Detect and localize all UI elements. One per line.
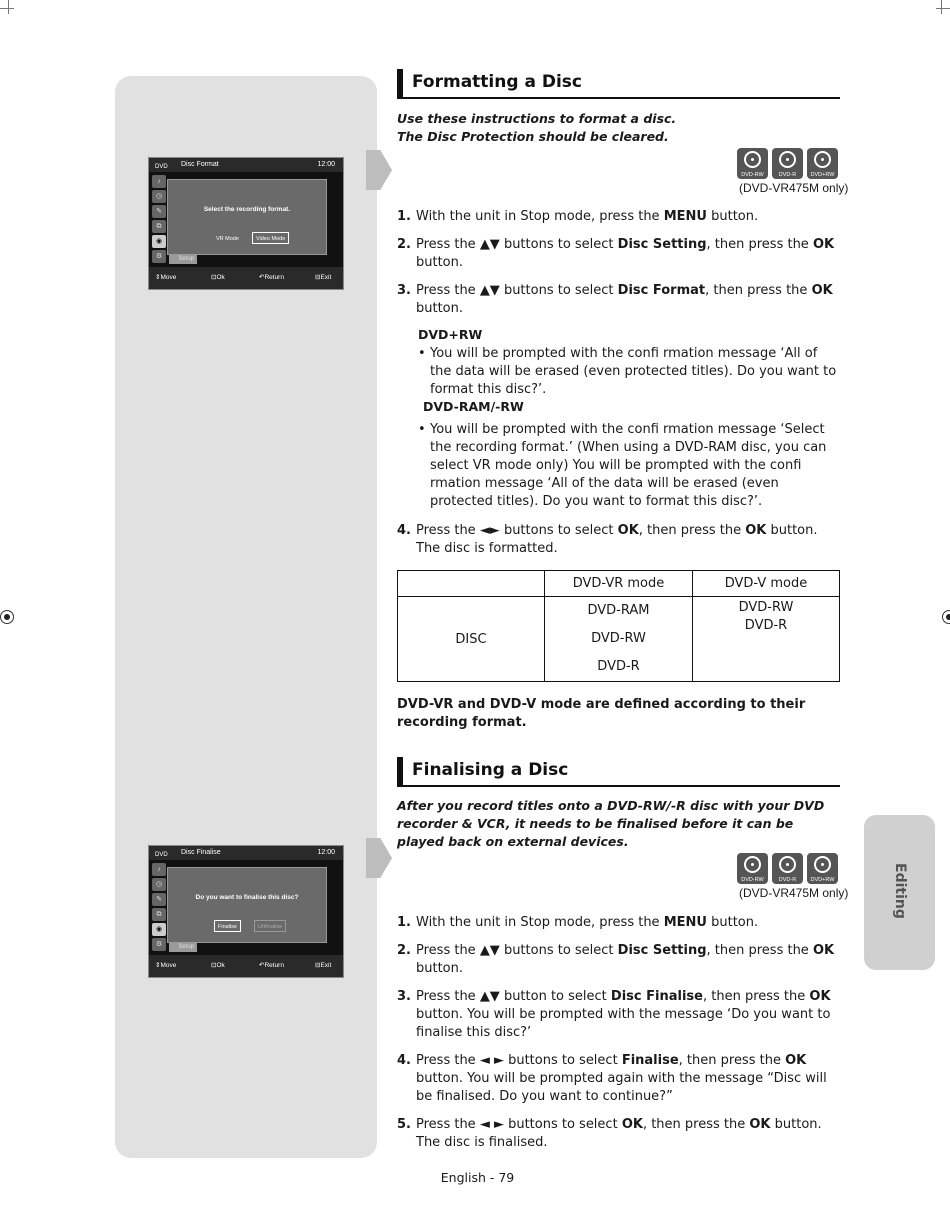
dvd-rw-icon: DVD-RW <box>737 148 768 179</box>
section-title: Finalising a Disc <box>412 760 569 780</box>
timer-icon: ◷ <box>152 878 166 891</box>
mode-note: DVD-VR and DVD-V mode are defined according to their recording format. <box>397 697 806 730</box>
osd-ok-hint: ⊡Ok <box>211 274 225 281</box>
vr-mode-button: VR Mode <box>216 236 239 242</box>
disc-setting-icon: ◉ <box>152 923 166 936</box>
heading-bar <box>397 69 403 97</box>
step-item: 5. Press the ◄ ► buttons to select OK, then press the OK button. The disc is finalised. <box>397 1117 822 1150</box>
osd-return-hint: ↶Return <box>259 274 284 281</box>
step-item: 1. With the unit in Stop mode, press the MENU button. <box>397 209 759 224</box>
dvd-ram-rw-heading: DVD-RAM/-RW <box>423 399 524 414</box>
crop-mark <box>941 0 942 14</box>
copy-icon: ⧉ <box>152 908 166 921</box>
osd-exit-hint: ⊟Exit <box>315 274 332 281</box>
osd-move-hint: ⇕Move <box>155 274 177 281</box>
section-heading-formatting <box>397 69 840 99</box>
setup-icon: ⚙ <box>152 250 166 263</box>
dvd-plus-rw-heading: DVD+RW <box>418 327 483 342</box>
osd-exit-hint: ⊟Exit <box>315 962 332 969</box>
osd-menu-icons <box>151 861 168 953</box>
osd-return-hint: ↶Return <box>259 962 284 969</box>
dvd-rw-icon: DVD-RW <box>737 853 768 884</box>
step-item: 4. Press the ◄ ► buttons to select Finalise, then press the OK button. You will be prompted again with the message “Disc will be finalised. Do you want to continue?” <box>397 1053 827 1104</box>
finalise-button: Finalise <box>214 920 241 932</box>
edit-icon: ✎ <box>152 893 166 906</box>
step-item: 1. With the unit in Stop mode, press the MENU button. <box>397 915 759 930</box>
table-cell: DVD-RAM DVD-RW DVD-R <box>545 597 693 682</box>
osd-title-bar <box>149 158 343 172</box>
osd-dialog-message: Do you want to finalise this disc? <box>195 894 299 901</box>
osd-clock: 12:00 <box>317 849 335 856</box>
osd-screen-disc-format <box>148 157 344 290</box>
dvd-r-icon: DVD-R <box>772 853 803 884</box>
osd-dialog-message: Select the recording format. <box>203 206 291 213</box>
edit-icon: ✎ <box>152 205 166 218</box>
table-header-cell: DVD-V mode <box>693 571 840 597</box>
osd-title: Disc Format <box>181 161 219 168</box>
bullet-item: • You will be prompted with the confi rmation message ‘All of the data will be erased (even protected titles). Do you want to format this disc?’. <box>418 346 837 397</box>
step-item: 3. Press the ▲▼ buttons to select Disc Format, then press the OK button. <box>397 283 833 316</box>
table-row <box>398 597 840 682</box>
osd-dialog <box>167 867 327 943</box>
bullet-item: • You will be prompted with the confi rmation message ‘Select the recording format.’ (When using a DVD-RAM disc, you can select VR mode only) You will be prompted with the confi rmation message ‘All of the data will be erased (even protected titles). Do you want to format this disc?’. <box>418 422 827 509</box>
step-item: 2. Press the ▲▼ buttons to select Disc Setting, then press the OK button. <box>397 237 835 270</box>
osd-dialog <box>167 179 327 255</box>
osd-setup-label: Setup <box>169 942 197 952</box>
unfinalise-button: Unfinalise <box>254 920 286 932</box>
osd-nav-bar <box>149 955 343 977</box>
intro-line: Use these instructions to format a disc. <box>397 111 677 126</box>
disc-type-icons <box>737 853 838 884</box>
crop-mark <box>8 0 9 14</box>
osd-clock: 12:00 <box>317 161 335 168</box>
video-mode-button: Video Mode <box>252 232 289 244</box>
library-icon: ♪ <box>152 863 166 876</box>
disc-setting-icon: ◉ <box>152 235 166 248</box>
dvd-r-icon: DVD-R <box>772 148 803 179</box>
section-title: Formatting a Disc <box>412 72 582 92</box>
dvd-logo-icon: DVD <box>155 164 168 170</box>
table-header-cell: DVD-VR mode <box>545 571 693 597</box>
chapter-tab <box>864 815 935 970</box>
pointer-arrow <box>366 838 392 878</box>
osd-setup-label: Setup <box>169 254 197 264</box>
crop-mark <box>0 8 14 9</box>
table-header-cell <box>398 571 545 597</box>
mode-table <box>397 570 840 682</box>
section-intro <box>397 110 676 146</box>
copy-icon: ⧉ <box>152 220 166 233</box>
dvd-plus-rw-icon: DVD+RW <box>807 148 838 179</box>
table-cell: DVD-RW DVD-R <box>693 597 840 682</box>
section-intro: After you record titles onto a DVD-RW/-R disc with your DVD recorder & VCR, it needs to be finalised before it can be played back on external devices. <box>397 798 825 849</box>
osd-ok-hint: ⊡Ok <box>211 962 225 969</box>
osd-menu-icons <box>151 173 168 265</box>
setup-icon: ⚙ <box>152 938 166 951</box>
chapter-tab-label: Editing <box>892 863 908 919</box>
timer-icon: ◷ <box>152 190 166 203</box>
registration-mark <box>942 610 950 624</box>
step-item: 3. Press the ▲▼ button to select Disc Finalise, then press the OK button. You will be prompted with the message ‘Do you want to finalise this disc?’ <box>397 989 831 1040</box>
osd-title: Disc Finalise <box>181 849 221 856</box>
osd-title-bar <box>149 846 343 860</box>
heading-bar <box>397 757 403 785</box>
registration-mark <box>0 610 14 624</box>
step-item: 4. Press the ◄► buttons to select OK, then press the OK button. The disc is formatted. <box>397 523 818 556</box>
step-item: 2. Press the ▲▼ buttons to select Disc Setting, then press the OK button. <box>397 943 835 976</box>
page-number: English - 79 <box>440 1170 515 1185</box>
pointer-arrow <box>366 150 392 190</box>
osd-screen-disc-finalise <box>148 845 344 978</box>
table-cell: DISC <box>398 597 545 682</box>
model-note: (DVD-VR475M only) <box>739 886 849 900</box>
section-heading-finalising <box>397 757 840 787</box>
model-note: (DVD-VR475M only) <box>739 181 849 195</box>
dvd-plus-rw-icon: DVD+RW <box>807 853 838 884</box>
crop-mark <box>936 8 950 9</box>
osd-move-hint: ⇕Move <box>155 962 177 969</box>
table-header-row <box>398 571 840 597</box>
library-icon: ♪ <box>152 175 166 188</box>
osd-nav-bar <box>149 267 343 289</box>
dvd-logo-icon: DVD <box>155 852 168 858</box>
disc-type-icons <box>737 148 838 179</box>
intro-line: The Disc Protection should be cleared. <box>397 129 669 144</box>
